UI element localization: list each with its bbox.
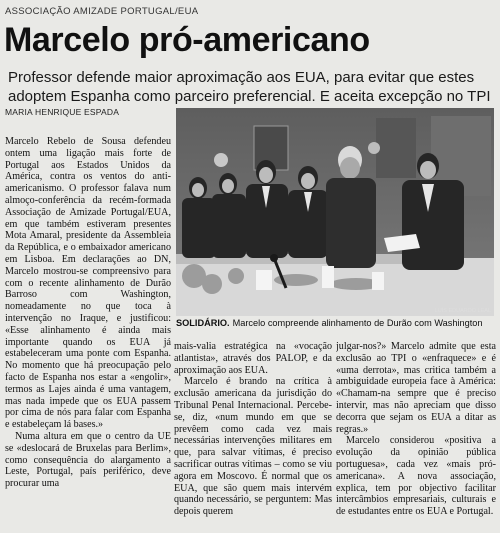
news-photo — [176, 108, 494, 316]
photo-illustration — [176, 108, 494, 316]
deck-subtitle: Professor defende maior aproximação aos EUA, para evitar que estes adoptem Espanha como parceiro preferencial. E aceita excepção no TPI — [8, 69, 491, 105]
body-column-right — [336, 341, 496, 533]
paragraph: Marcelo é brando na crítica à exclusão americana da jurisdição do Tribunal Penal Internacional. Percebe-se, diz, «num mundo em que se prevêem como cada vez mais necessárias intervenções militares em que, para salvar vítimas, é preciso sacrificar outras vítimas – como se viu agora em Moscovo. É normal que os EUA, que são quem mais intervém quando necessário, se perguntem: Mas depois querem — [174, 376, 332, 518]
paragraph: Marcelo Rebelo de Sousa defendeu ontem uma ligação mais forte de Portugal aos Estados Unidos da América, contra os ventos do anti-americanismo. O professor falava num almoço-conferência da recém-formada Associação de Amizade Portugal/EUA, em que também estiveram presentes Mota Amaral, presidente da Assembleia da República, e o embaixador americano em Lisboa. Em declarações ao DN, Marcelo mostrou-se compreensivo para com o recente alinhamento de Durão Barroso com Washington, nomeadamente no que toca à intervenção no Iraque, e justificou: «Esse alinhamento é ainda mais importante quando os EUA já estabeleceram uma ponte com Espanha. No momento que há preocupação pelo facto de Espanha nos estar a «engolir», termos as Lajes ainda é uma vantagem, mas nada impede que os EUA passem por cima de nós para falar com Espanha e estabeleçam lá bases.» — [5, 136, 171, 431]
photo-credit: LUÍS EDUARDO LEAL — [434, 308, 491, 314]
caption-text: Marcelo compreende alinhamento de Durão com Washington — [232, 318, 483, 328]
headline: Marcelo pró-americano — [4, 21, 370, 59]
caption-lead: SOLIDÁRIO. — [176, 318, 230, 328]
photo-caption — [176, 318, 496, 328]
body-column-middle — [174, 341, 332, 533]
paragraph: Marcelo considerou «positiva a evolução da opinião pública portuguesa», cada vez «mais pró-americana». A nova associação, explica, tem por objectivo facilitar intercâmbios empresariais, culturais e de estudantes entre os EUA e Portugal. — [336, 435, 496, 518]
paragraph: mais-valia estratégica na «vocação atlantista», através dos PALOP, e da aproximação aos EUA. — [174, 341, 332, 376]
paragraph: julgar-nos?» Marcelo admite que esta exclusão ao TPI o «enfraquece» e é «uma derrota», mas critica também a ambiguidade europeia face à América: «Chamam-na sempre que é preciso intervir, mas não apreciam que disso decorra que sejam os EUA a ditar as regras.» — [336, 341, 496, 435]
byline: MARIA HENRIQUE ESPADA — [5, 107, 120, 117]
section-kicker: ASSOCIAÇÃO AMIZADE PORTUGAL/EUA — [5, 6, 199, 17]
body-column-left — [5, 136, 171, 533]
paragraph: Numa altura em que o centro da UE se «deslocará de Bruxelas para Berlim», como consequência do alargamento a Leste, Portugal, país periférico, deve procurar uma — [5, 430, 171, 490]
